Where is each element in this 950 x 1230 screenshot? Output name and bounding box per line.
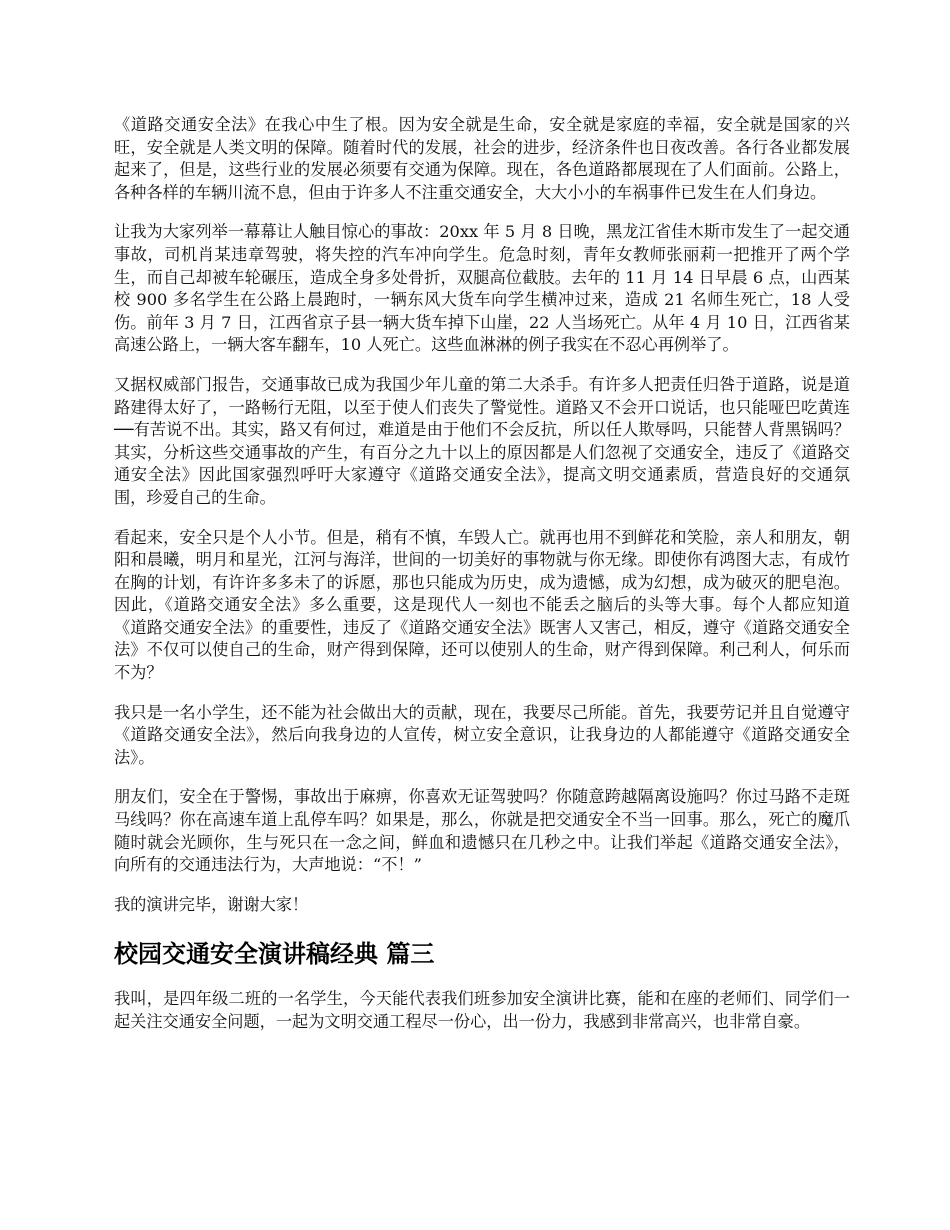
paragraph-5: 我只是一名小学生，还不能为社会做出大的贡献，现在，我要尽己所能。首先，我要劳记并且自觉遵守《道路交通安全法》，然后向我身边的人宣传，树立安全意识，让我身边的人都能遵守《道路交通安全法》。: [114, 702, 850, 767]
paragraph-7: 我的演讲完毕，谢谢大家！: [114, 894, 309, 914]
section-heading: 校园交通安全演讲稿经典 篇三: [114, 940, 435, 969]
paragraph-2: 让我为大家列举一幕幕让人触目惊心的事故：20xx 年 5 月 8 日晚，黑龙江省佳木斯市发生了一起交通事故，司机肖某违章驾驶，将失控的汽车冲向学生。危急时刻，青年女教师张丽莉一把推开了两个学生，而自己却被车轮碾压，造成全身多处骨折，双腿高位截肢。去年的 11 月 14 日早晨 6 点，山西某校 900 多名学生在公路上晨跑时，一辆东风大货车向学生横冲过来，造成 21 名师生死亡，18 人受伤。前年 3 月 7 日，江西省京子县一辆大货车掉下山崖，22 人当场死亡。从年 4 月 10 日，江西省某高速公路上，一辆大客车翻车，10 人死亡。这些血淋淋的例子我实在不忍心再例举了。: [114, 222, 850, 355]
document-page: [114, 114, 850, 1051]
paragraph-6: 朋友们，安全在于警惕，事故出于麻痹，你喜欢无证驾驶吗？你随意跨越隔离设施吗？你过马路不走斑马线吗？你在高速车道上乱停车吗？如果是，那么，你就是把交通安全不当一回事。那么，死亡的魔爪随时就会光顾你，生与死只在一念之间，鲜血和遗憾只在几秒之中。让我们举起《道路交通安全法》，向所有的交通违法行为，大声地说：“不！”: [114, 787, 850, 875]
paragraph-4: 看起来，安全只是个人小节。但是，稍有不慎，车毁人亡。就再也用不到鲜花和笑脸，亲人和朋友，朝阳和晨曦，明月和星光，江河与海洋，世间的一切美好的事物就与你无缘。即使你有鸿图大志，有成竹在胸的计划，有许许多多未了的诉愿，那也只能成为历史，成为遗憾，成为幻想，成为破灭的肥皂泡。因此，《道路交通安全法》多么重要，这是现代人一刻也不能丢之脑后的头等大事。每个人都应知道《道路交通安全法》的重要性，违反了《道路交通安全法》既害人又害己，相反，遵守《道路交通安全法》不仅可以使自己的生命，财产得到保障，还可以使别人的生命，财产得到保障。利己利人，何乐而不为？: [114, 527, 850, 683]
paragraph-8: 我叫，是四年级二班的一名学生，今天能代表我们班参加安全演讲比赛，能和在座的老师们、同学们一起关注交通安全问题，一起为文明交通工程尽一份心，出一份力，我感到非常高兴，也非常自豪。: [114, 989, 850, 1031]
paragraph-3: 又据权威部门报告，交通事故已成为我国少年儿童的第二大杀手。有许多人把责任归咎于道路，说是道路建得太好了，一路畅行无阻，以至于使人们丧失了警觉性。道路又不会开口说话，也只能哑巴吃黄连──有苦说不出。其实，路又有何过，难道是由于他们不会反抗，所以任人欺辱吗，只能替人背黑锅吗？其实，分析这些交通事故的产生，有百分之九十以上的原因都是人们忽视了交通安全，违反了《道路交通安全法》因此国家强烈呼吁大家遵守《道路交通安全法》，提高文明交通素质，营造良好的交通氛围，珍爱自己的生命。: [114, 374, 850, 507]
paragraph-1: 《道路交通安全法》在我心中生了根。因为安全就是生命，安全就是家庭的幸福，安全就是国家的兴旺，安全就是人类文明的保障。随着时代的发展，社会的进步，经济条件也日夜改善。各行各业都发展起来了，但是，这些行业的发展必须要有交通为保障。现在，各色道路都展现在了人们面前。公路上，各种各样的车辆川流不息，但由于许多人不注重交通安全，大大小小的车祸事件已发生在人们身边。: [114, 115, 850, 202]
